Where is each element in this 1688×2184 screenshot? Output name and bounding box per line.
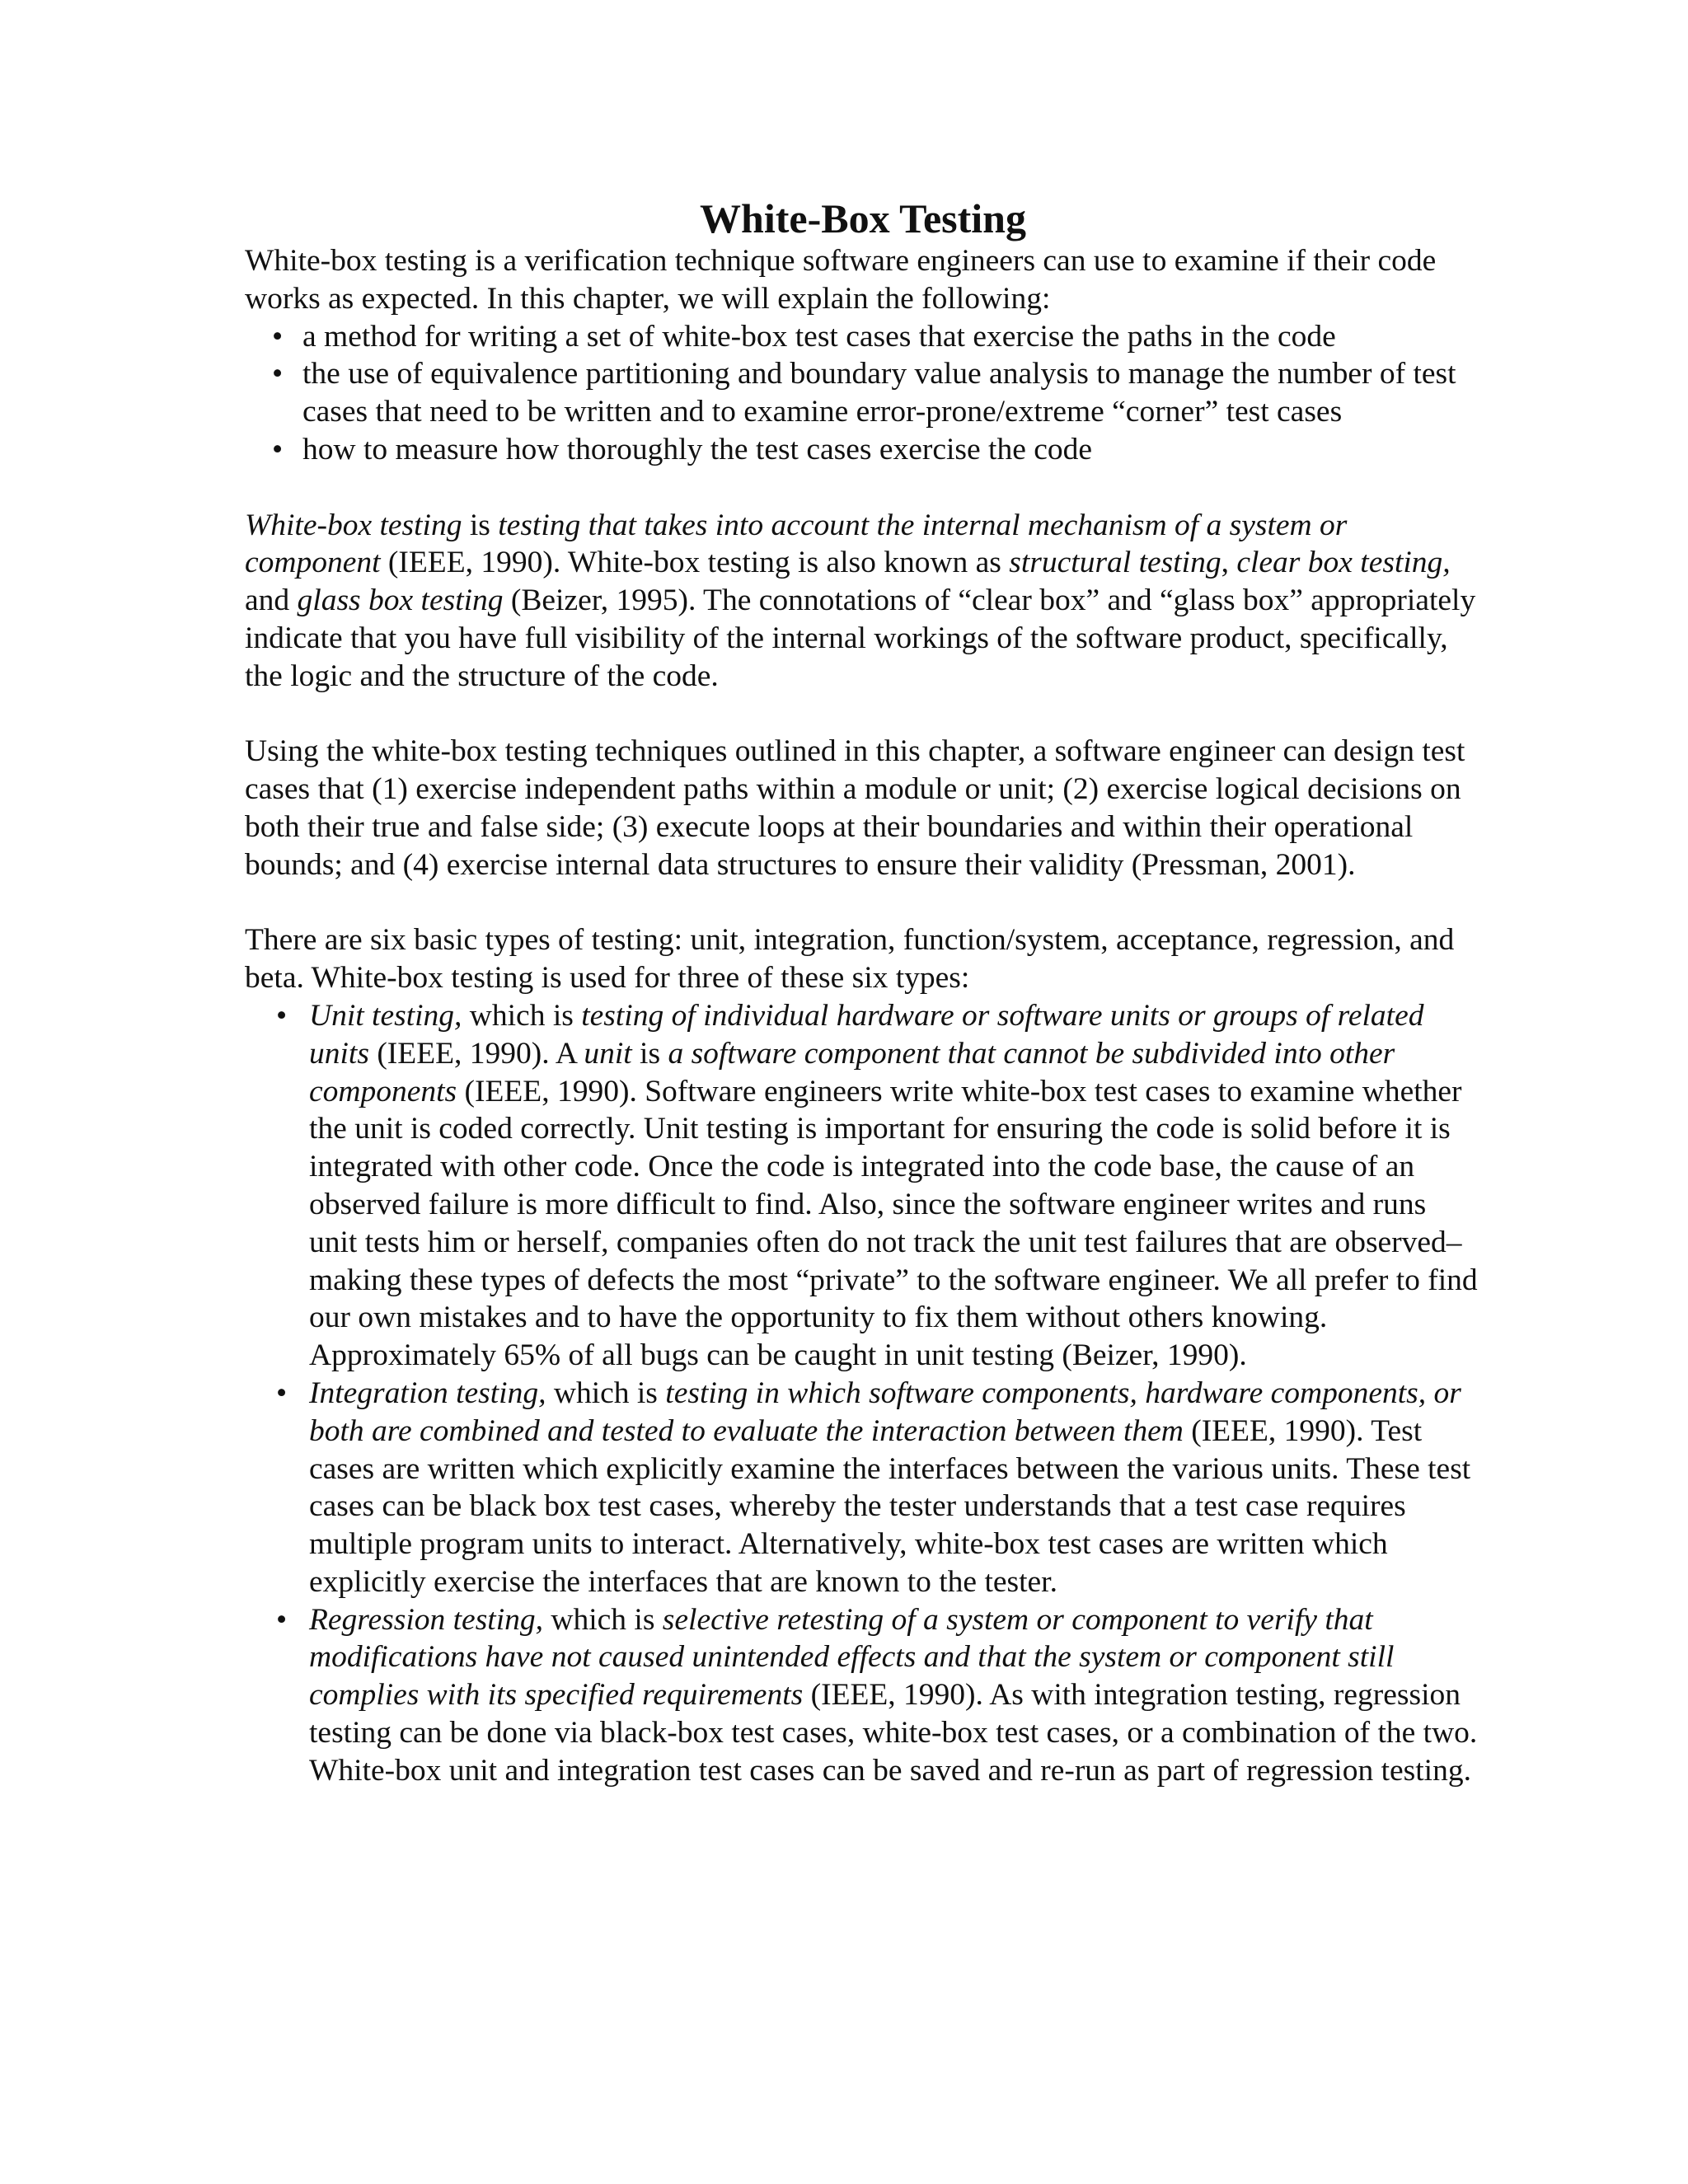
definition-paragraph: White-box testing is testing that takes into account the internal mechanism of a system or component (IEEE, 1990). White-box testing is also known as structural testing, clear box testing, and glass box testing (Beizer, 1995). The connotations of “clear box” and “glass box” appropriately indicate that you have full visibility of the internal workings of the software product, specifically, the logic and the structure of the code. (245, 508, 1476, 693)
intro-paragraph: White-box testing is a verification technique software engineers can use to examine if their code works as expected. In this chapter, we will explain the following: (245, 244, 1437, 316)
list-item: • a method for writing a set of white-box test cases that exercise the paths in the code (245, 318, 1481, 356)
list-item-unit-testing: • Unit testing, which is testing of individual hardware or software units or groups of related units (IEEE, 1990). A unit is a software component that cannot be subdivided into other components (IEEE, 1990). Software engineers write white-box test cases to examine whether the unit is coded correctly. Unit testing is important for ensuring the code is solid before it is integrated with other code. Once the code is integrated into the code base, the cause of an observed failure is more difficult to find. Also, since the software engineer writes and runs unit tests him or herself, companies often do not track the unit test failures that are observed– making these types of defects the most “private” to the software engineer. We all prefer to find our own mistakes and to have the opportunity to fix them without others knowing. Approximately 65% of all bugs can be caught in unit testing (Beizer, 1990). (276, 998, 1478, 1373)
intro-list (245, 318, 1481, 469)
types-paragraph: There are six basic types of testing: unit, integration, function/system, acceptance, regression, and beta. White-box testing is used for three of these six types: (245, 923, 1455, 996)
paragraph-gap (245, 696, 1481, 733)
bullet-icon: • (276, 1602, 288, 1637)
techniques-paragraph: Using the white-box testing techniques outlined in this chapter, a software engineer can design test cases that (1) exercise independent paths within a module or unit; (2) exercise logical decisions on both their true and false side; (3) execute loops at their boundaries and within their operational bounds; and (4) exercise internal data structures to ensure their validity (Pressman, 2001). (245, 734, 1465, 882)
bullet-icon: • (272, 319, 284, 354)
list-item-regression-testing: • Regression testing, which is selective retesting of a system or component to verify that modifications have not caused unintended effects and that the system or component still complies with its specified requirements (IEEE, 1990). As with integration testing, regression testing can be done via black-box test cases, white-box test cases, or a combination of the two. White-box unit and integration test cases can be saved and re-run as part of regression testing. (276, 1602, 1478, 1788)
paragraph-gap (245, 884, 1481, 922)
paragraph-gap (245, 469, 1481, 507)
bullet-icon: • (276, 998, 288, 1033)
list-item: • how to measure how thoroughly the test cases exercise the code (245, 431, 1481, 469)
page-title: White-Box Testing (700, 195, 1026, 241)
bullet-icon: • (276, 1376, 288, 1410)
list-item-integration-testing: • Integration testing, which is testing in which software components, hardware components, or both are combined and tested to evaluate the interaction between them (IEEE, 1990). Test cases are written which explicitly examine the interfaces between the various units. These test cases can be black box test cases, whereby the tester understands that a test case requires multiple program units to interact. Alternatively, white-box test cases are written which explicitly exercise the interfaces that are known to the tester. (276, 1376, 1471, 1599)
document-page (245, 194, 1481, 1790)
list-item: • the use of equivalence partitioning and boundary value analysis to manage the number of test cases that need to be written and to examine error-prone/extreme “corner” test cases (272, 357, 1456, 429)
bullet-icon: • (272, 432, 284, 466)
types-list (245, 997, 1481, 1790)
bullet-icon: • (272, 357, 284, 391)
